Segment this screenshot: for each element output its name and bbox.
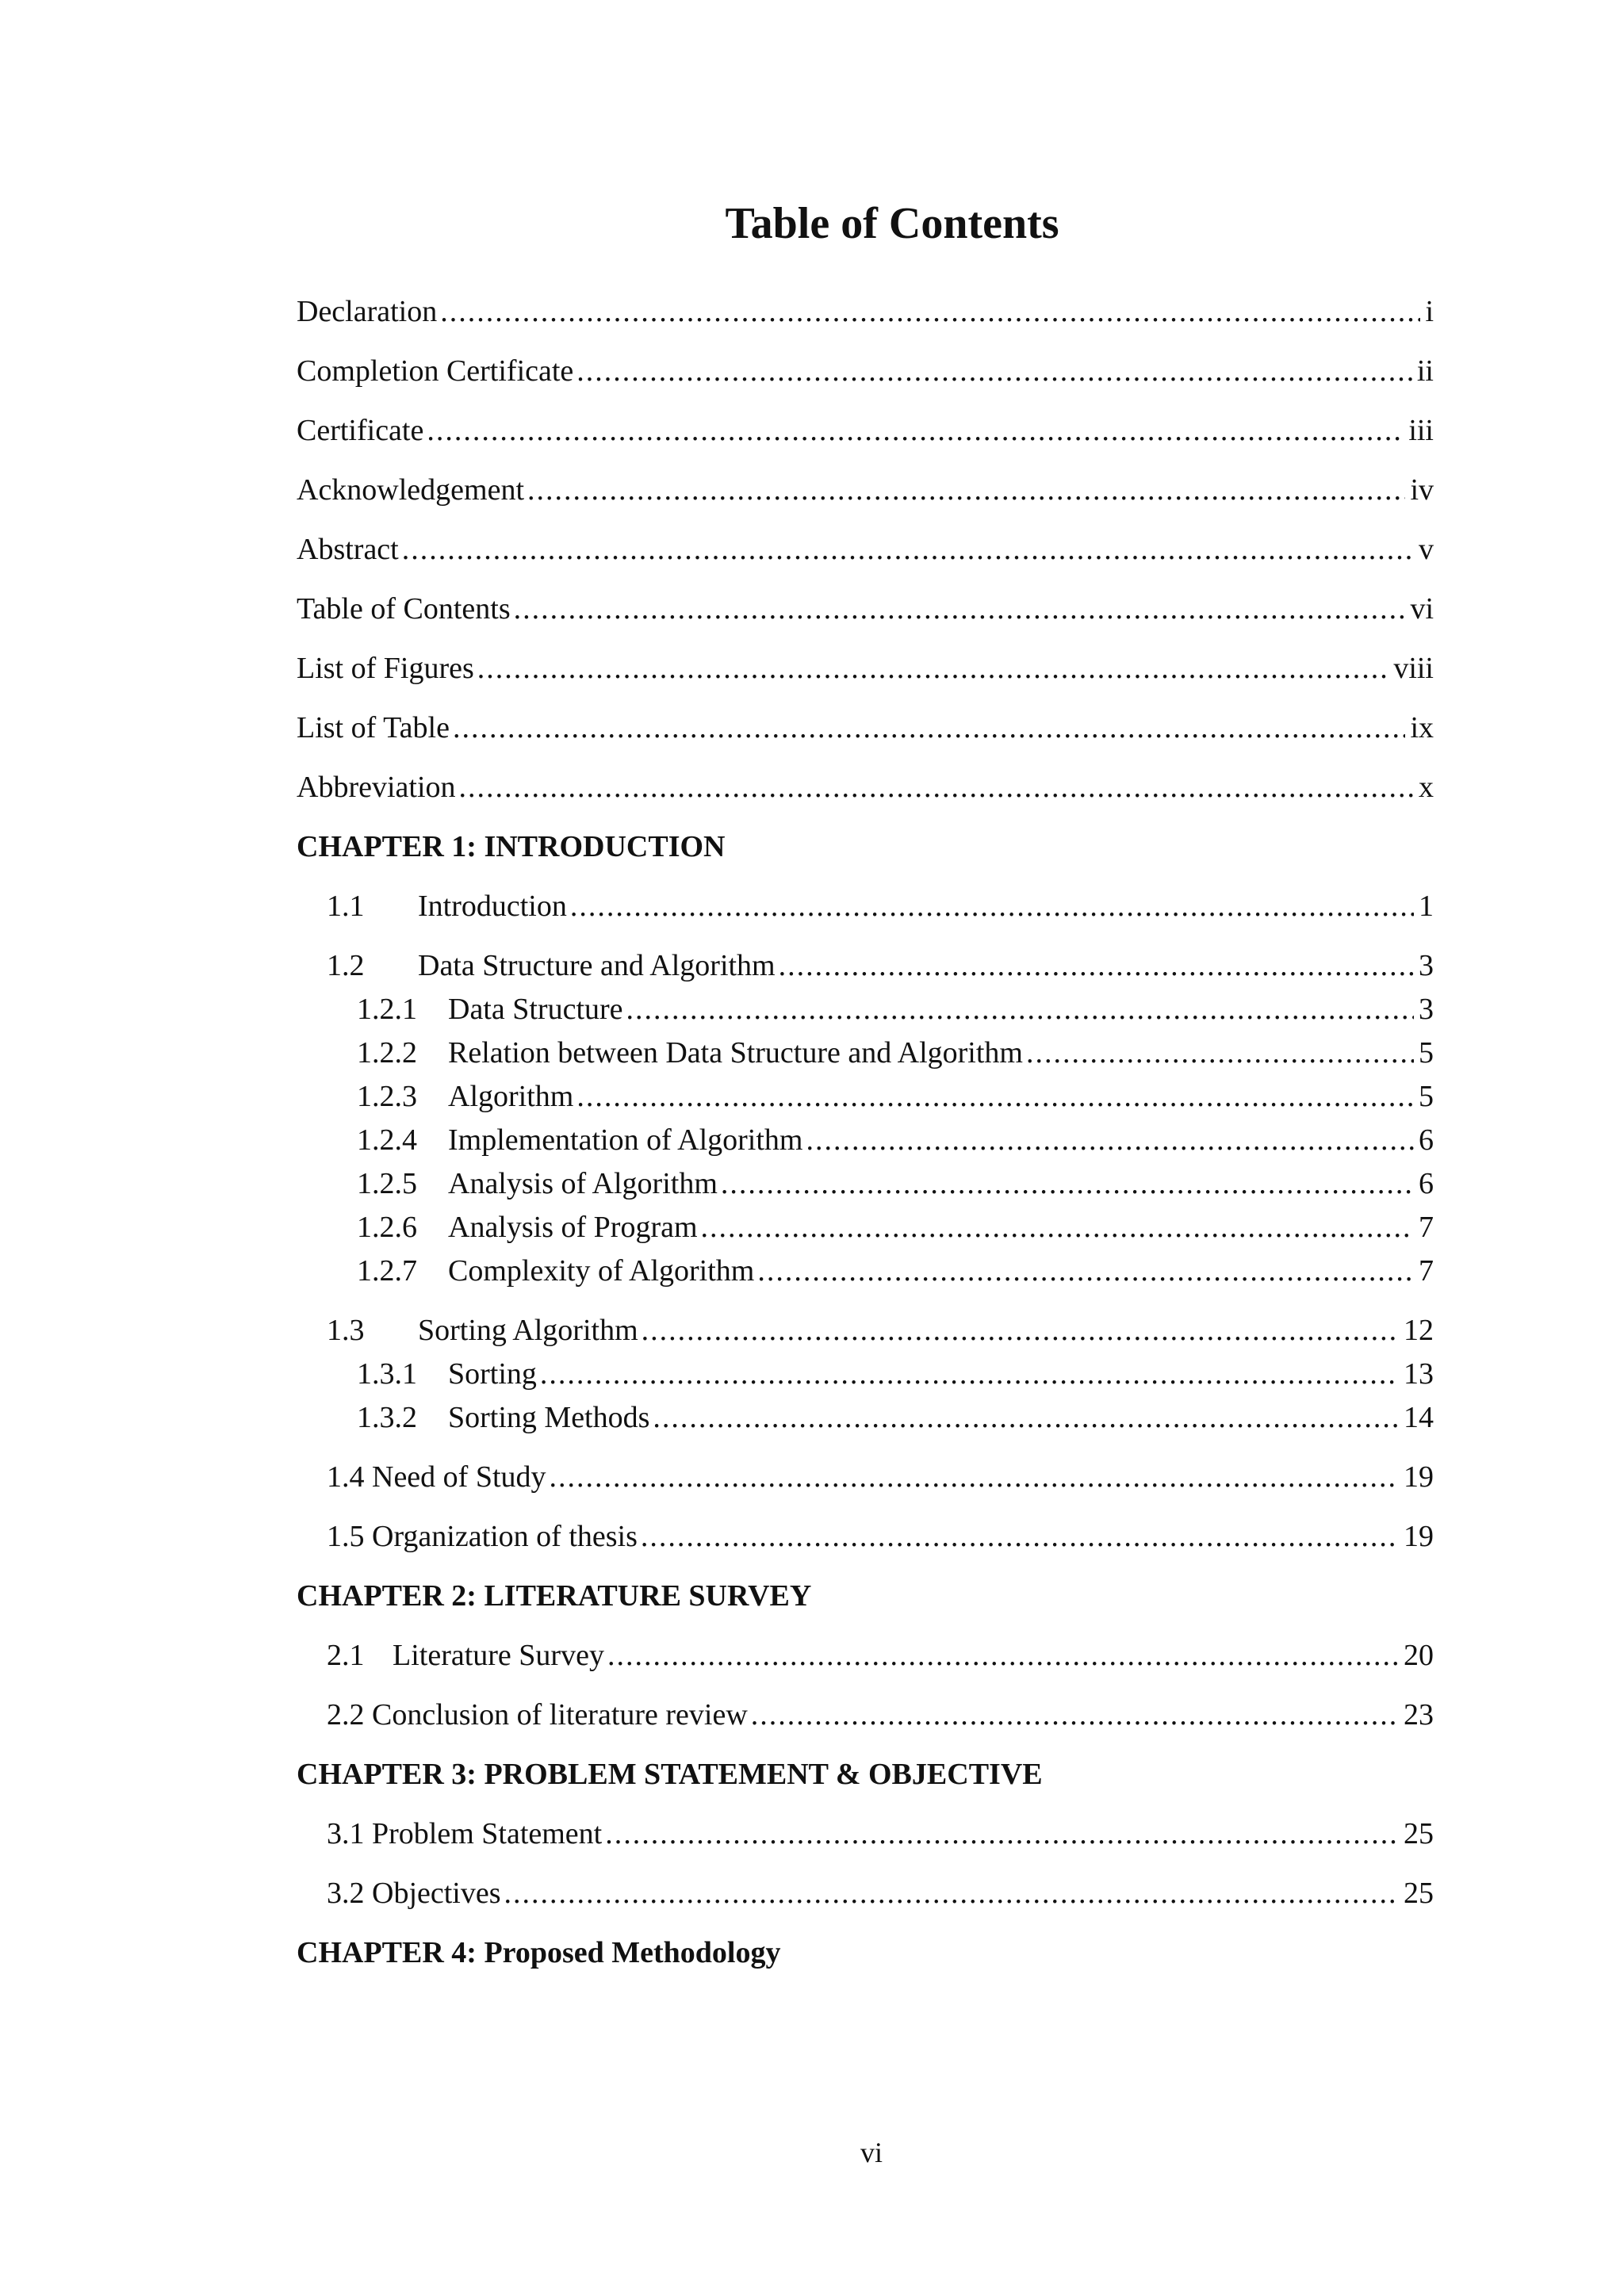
toc-entry-text: 2.2 Conclusion of literature review [327, 1698, 748, 1732]
section-number: 1.2.5 [357, 1167, 417, 1200]
toc-entry-acknowledgement[interactable] [297, 470, 1434, 530]
toc-page-number: 25 [1404, 1877, 1434, 1910]
toc-page-number: viii [1393, 652, 1434, 685]
toc-entry-text: Analysis of Algorithm [448, 1167, 718, 1200]
toc-entry-text: Introduction [418, 890, 567, 923]
toc-page-number: iii [1408, 414, 1434, 447]
section-number: 1.2.3 [357, 1080, 417, 1113]
toc-entry-1-2-1[interactable] [297, 989, 1434, 1033]
toc-page-number: 19 [1404, 1460, 1434, 1494]
dot-leader [477, 649, 1389, 688]
toc-entry-text: 3.1 Problem Statement [327, 1817, 603, 1850]
page-title: Table of Contents [725, 199, 1059, 248]
dot-leader [576, 1077, 1414, 1116]
dot-leader [607, 1636, 1399, 1675]
toc-entry-3-2[interactable] [297, 1873, 1434, 1933]
toc-page-number: 3 [1419, 949, 1434, 982]
toc-entry-text: List of Figures [297, 652, 474, 685]
dot-leader [757, 1251, 1414, 1291]
toc-entry-text: Data Structure [448, 993, 623, 1026]
toc-page-number: 7 [1419, 1211, 1434, 1244]
toc-page-number: 7 [1419, 1254, 1434, 1288]
dot-leader [453, 708, 1406, 748]
dot-leader [550, 1457, 1399, 1497]
section-number: 1.2.6 [357, 1211, 417, 1244]
section-number: 2.1 [327, 1639, 365, 1672]
toc-entry-1-2-7[interactable] [297, 1251, 1434, 1311]
toc-entry-2-1[interactable] [297, 1636, 1434, 1695]
section-number: 1.3 [327, 1314, 365, 1347]
chapter-heading-1[interactable]: CHAPTER 1: INTRODUCTION [297, 830, 726, 863]
dot-leader [540, 1354, 1399, 1394]
toc-entry-list-of-figures[interactable] [297, 649, 1434, 708]
dot-leader [402, 530, 1414, 569]
chapter-heading-2[interactable]: CHAPTER 2: LITERATURE SURVEY [297, 1579, 812, 1613]
toc-entry-abbreviation[interactable] [297, 767, 1434, 827]
toc-page-number: iv [1410, 473, 1434, 507]
toc-page-number: 14 [1404, 1401, 1434, 1434]
toc-page-number: 12 [1404, 1314, 1434, 1347]
toc-page-number: 1 [1419, 890, 1434, 923]
dot-leader [514, 589, 1406, 629]
dot-leader [1026, 1033, 1414, 1073]
toc-entry-text: Algorithm [448, 1080, 574, 1113]
dot-leader [504, 1873, 1399, 1913]
toc-entry-1-1[interactable] [297, 886, 1434, 946]
section-number: 1.2 [327, 949, 365, 982]
section-number: 1.2.7 [357, 1254, 417, 1288]
toc-entry-list-of-table[interactable] [297, 708, 1434, 767]
dot-leader [570, 886, 1414, 926]
toc-entry-text: Completion Certificate [297, 354, 574, 388]
dot-leader [576, 351, 1412, 391]
toc-page-number: vi [1410, 592, 1434, 626]
toc-page-number: x [1419, 771, 1434, 804]
toc-entry-2-2[interactable] [297, 1695, 1434, 1755]
dot-leader [721, 1164, 1414, 1203]
toc-entry-text: Literature Survey [393, 1639, 604, 1672]
toc-entry-text: 1.4 Need of Study [327, 1460, 546, 1494]
toc-entry-text: Sorting [448, 1357, 537, 1391]
toc-entry-text: Complexity of Algorithm [448, 1254, 755, 1288]
toc-page-number: 23 [1404, 1698, 1434, 1732]
toc-page-number: ix [1410, 711, 1434, 744]
toc-entry-1-2-6[interactable] [297, 1207, 1434, 1251]
toc-entry-text: Table of Contents [297, 592, 511, 626]
toc-page-number: 13 [1404, 1357, 1434, 1391]
toc-entry-3-1[interactable] [297, 1814, 1434, 1873]
dot-leader [527, 470, 1405, 510]
dot-leader [751, 1695, 1399, 1735]
dot-leader [701, 1207, 1414, 1247]
toc-entry-text: 3.2 Objectives [327, 1877, 501, 1910]
toc-entry-declaration[interactable] [297, 292, 1434, 351]
dot-leader [626, 989, 1414, 1029]
chapter-heading-3[interactable]: CHAPTER 3: PROBLEM STATEMENT & OBJECTIVE [297, 1758, 1043, 1791]
toc-entry-1-5[interactable] [297, 1517, 1434, 1576]
toc-entry-table-of-contents[interactable] [297, 589, 1434, 649]
toc-page-number: 5 [1419, 1080, 1434, 1113]
toc-entry-text: Relation between Data Structure and Algorithm [448, 1036, 1023, 1070]
dot-leader [653, 1398, 1399, 1437]
toc-page-number: i [1425, 295, 1434, 328]
toc-page-number: ii [1416, 354, 1434, 388]
toc-entry-text: Abbreviation [297, 771, 456, 804]
chapter-heading-4[interactable]: CHAPTER 4: Proposed Methodology [297, 1936, 781, 1969]
toc-list [297, 292, 1434, 1992]
toc-entry-text: List of Table [297, 711, 450, 744]
dot-leader [605, 1814, 1399, 1854]
toc-entry-text: Implementation of Algorithm [448, 1123, 803, 1157]
section-number: 1.2.4 [357, 1123, 417, 1157]
dot-leader [427, 411, 1404, 450]
dot-leader [440, 292, 1420, 331]
toc-entry-text: Acknowledgement [297, 473, 525, 507]
toc-page-number: 25 [1404, 1817, 1434, 1850]
section-number: 1.3.1 [357, 1357, 417, 1391]
toc-page-number: 6 [1419, 1123, 1434, 1157]
section-number: 1.2.2 [357, 1036, 417, 1070]
toc-entry-1-2-5[interactable] [297, 1164, 1434, 1207]
toc-page-number: 6 [1419, 1167, 1434, 1200]
toc-entry-1-2-3[interactable] [297, 1077, 1434, 1120]
toc-entry-text: 1.5 Organization of thesis [327, 1520, 638, 1553]
dot-leader [806, 1120, 1414, 1160]
toc-entry-completion-certificate[interactable] [297, 351, 1434, 411]
dot-leader [459, 767, 1414, 807]
section-number: 1.3.2 [357, 1401, 417, 1434]
toc-page-number: 19 [1404, 1520, 1434, 1553]
toc-entry-1-3[interactable] [297, 1311, 1434, 1354]
toc-entry-text: Abstract [297, 533, 399, 566]
toc-page-number: 5 [1419, 1036, 1434, 1070]
section-number: 1.1 [327, 890, 365, 923]
section-number: 1.2.1 [357, 993, 417, 1026]
toc-entry-text: Analysis of Program [448, 1211, 698, 1244]
toc-entry-text: Data Structure and Algorithm [418, 949, 776, 982]
toc-entry-1-2-2[interactable] [297, 1033, 1434, 1077]
dot-leader [641, 1517, 1399, 1556]
dot-leader [642, 1311, 1399, 1350]
page-number-footer: vi [860, 2137, 883, 2168]
toc-entry-abstract[interactable] [297, 530, 1434, 589]
dot-leader [779, 946, 1414, 985]
toc-entry-1-2[interactable] [297, 946, 1434, 989]
toc-page-number: v [1419, 533, 1434, 566]
toc-entry-1-2-4[interactable] [297, 1120, 1434, 1164]
toc-entry-1-3-1[interactable] [297, 1354, 1434, 1398]
toc-entry-certificate[interactable] [297, 411, 1434, 470]
toc-entry-1-3-2[interactable] [297, 1398, 1434, 1457]
toc-page-number: 3 [1419, 993, 1434, 1026]
toc-page-number: 20 [1404, 1639, 1434, 1672]
toc-entry-text: Certificate [297, 414, 424, 447]
toc-entry-text: Sorting Algorithm [418, 1314, 638, 1347]
toc-entry-text: Declaration [297, 295, 438, 328]
toc-entry-text: Sorting Methods [448, 1401, 650, 1434]
toc-entry-1-4[interactable] [297, 1457, 1434, 1517]
